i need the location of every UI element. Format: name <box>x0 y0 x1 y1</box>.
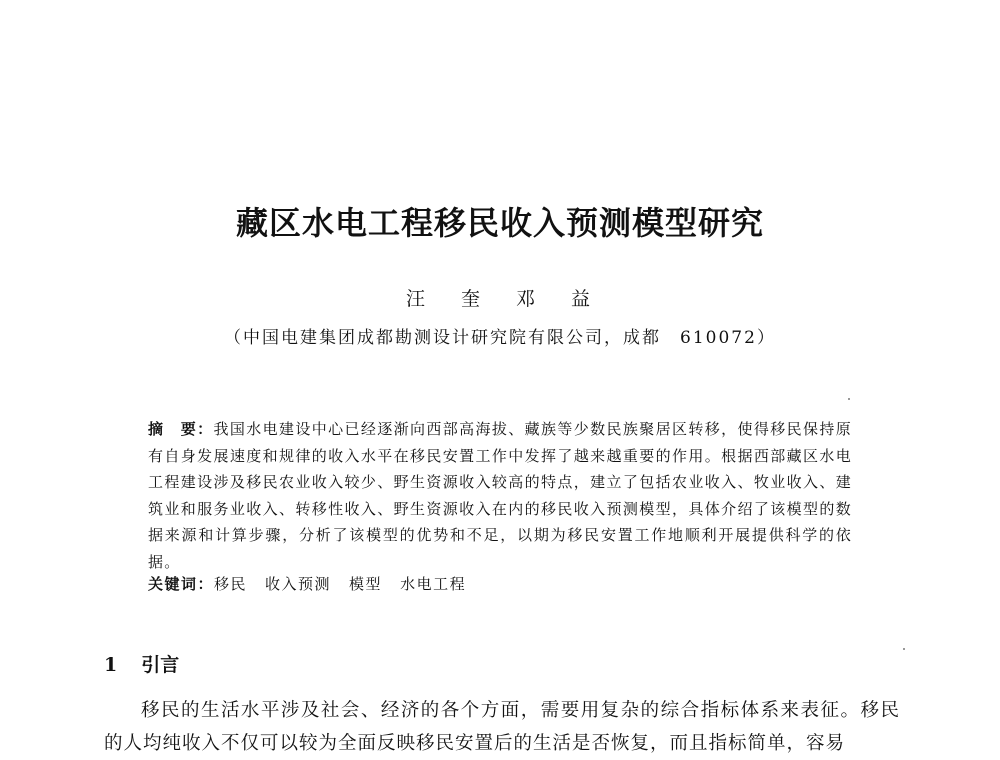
authors: 汪 奎 邓 益 <box>405 288 595 310</box>
affiliation: （中国电建集团成都勘测设计研究院有限公司，成都 610072） <box>224 328 776 348</box>
paper-title: 藏区水电工程移民收入预测模型研究 <box>235 204 764 242</box>
keyword: 移民 <box>214 575 248 593</box>
abstract-text: 我国水电建设中心已经逐渐向西部高海拔、藏族等少数民族聚居区转移，使得移民保持原有自身发展速度和规律的收入水平在移民安置工作中发挥了越来越重要的作用。根据西部藏区水电工程建设涉及移民农业收入较少、野生资源收入较高的特点，建立了包括农业收入、牧业收入、建筑业和服务业收入、转移性收入、野生资源收入在内的移民收入预测模型，具体介绍了该模型的数据来源和计算步骤，分析了该模型的优势和不足，以期为移民安置工作地顺利开展提供科学的依据。 <box>148 420 852 571</box>
keyword: 模型 <box>349 575 383 593</box>
body-paragraph: 移民的生活水平涉及社会、经济的各个方面，需要用复杂的综合指标体系来表征。移民的人均纯收入不仅可以较为全面反映移民安置后的生活是否恢复，而且指标简单，容易 <box>104 700 900 754</box>
keywords-label: 关键词： <box>148 575 215 593</box>
abstract <box>148 416 852 575</box>
scan-speck <box>848 398 850 400</box>
section-number: 1 <box>104 654 118 676</box>
keywords <box>148 573 852 594</box>
section-title: 引言 <box>141 654 180 676</box>
keyword: 收入预测 <box>265 575 332 593</box>
keyword: 水电工程 <box>400 575 467 593</box>
abstract-label: 摘 要： <box>148 420 214 438</box>
scan-speck <box>903 648 905 650</box>
section-heading <box>104 650 179 677</box>
